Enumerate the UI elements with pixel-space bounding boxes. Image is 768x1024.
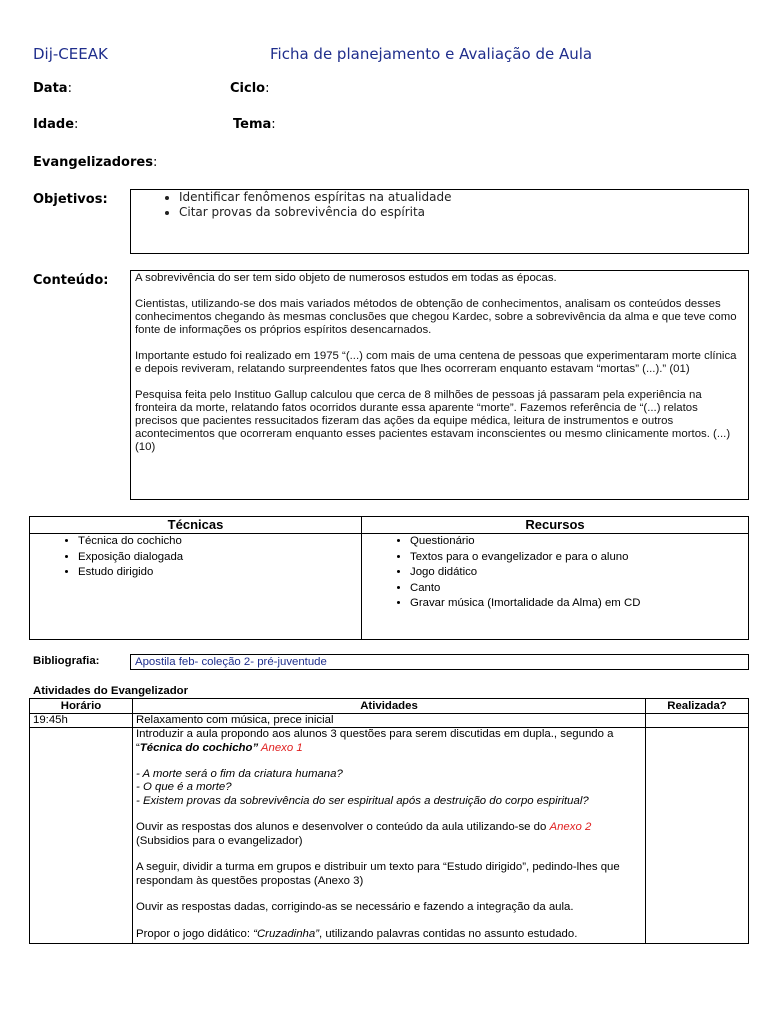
tecnica-cochicho-text: Técnica do cochicho” (139, 741, 259, 754)
row-realizada (646, 728, 749, 944)
recurso-item: • Textos para o evangelizador e para o aluno (410, 550, 748, 566)
tecnicas-list (30, 534, 361, 581)
objetivos-list (131, 190, 748, 220)
row-realizada (646, 714, 749, 728)
tecnicas-header: Técnicas (30, 517, 362, 534)
intro-text: Introduzir a aula propondo aos alunos 3 questões para serem discutidas em dupla., segundo a “ (136, 728, 614, 754)
question-2: - O que é a morte? (136, 781, 232, 794)
conteudo-paragraph: A sobrevivência do ser tem sido objeto de numerosos estudos em todas as épocas. (135, 272, 557, 284)
field-evangelizadores-label: Evangelizadores (33, 155, 153, 170)
field-evangelizadores (33, 155, 157, 170)
objetivo-item: • Identificar fenômenos espíritas na atualidade (179, 190, 748, 205)
atividade-seguir: A seguir, dividir a turma em grupos e distribuir um texto para “Estudo dirigido”, pedindo-lhes que respondam às questões propostas (Anexo 3) (136, 861, 620, 887)
field-tema (233, 117, 276, 132)
tecnicas-cell (30, 534, 362, 640)
atividade-propor (136, 928, 642, 941)
bibliografia-label: Bibliografia: (33, 655, 100, 667)
field-ciclo-label: Ciclo (230, 81, 266, 96)
col-horario: Horário (30, 699, 133, 714)
field-idade (33, 117, 78, 132)
recurso-item: • Jogo didático (410, 565, 748, 581)
question-3: - Existem provas da sobrevivência do ser espiritual após a destruição do corpo espiritual? (136, 794, 589, 807)
atividade-respostas: Ouvir as respostas dadas, corrigindo-as se necessário e fazendo a integração da aula. (136, 901, 574, 914)
row-horario: 19:45h (30, 714, 133, 728)
col-realizada: Realizada? (646, 699, 749, 714)
field-tema-colon: : (271, 117, 276, 132)
tecnica-item: • Exposição dialogada (78, 550, 361, 566)
recurso-item: • Questionário (410, 534, 748, 550)
atividade-questions (136, 768, 642, 808)
objetivos-label: Objetivos: (33, 192, 108, 207)
field-ciclo (230, 81, 269, 96)
recursos-list (362, 534, 748, 612)
conteudo-paragraph: Pesquisa feita pelo Instituo Gallup calculou que cerca de 8 milhões de pessoas já passaram pela experiência na fronteira da morte, relatando fatos ocorridos durante essa aparente “morte”. Fazemos referência de “(...) relatos precisos que pacientes ressucitados fizeram das ações da equipe médica, leitura de instrumentos e outros acontecimentos que ocorreram enquanto esses pacientes estavam inconscientes ou mesmo clinicamente mortos. (...) (10) (135, 389, 731, 453)
field-idade-label: Idade (33, 117, 75, 132)
conteudo-label: Conteúdo: (33, 273, 109, 288)
field-data-colon: : (67, 81, 72, 96)
objetivos-box (130, 189, 749, 254)
anexo-2-ref: Anexo 2 (549, 821, 592, 834)
recurso-item: • Gravar música (Imortalidade da Alma) em CD (410, 596, 748, 612)
atividade-intro (136, 728, 642, 755)
field-evangelizadores-colon: : (152, 155, 158, 170)
recursos-cell (362, 534, 749, 640)
tecnica-item: • Estudo dirigido (78, 565, 361, 581)
atividades-header-row (30, 699, 749, 714)
col-atividades: Atividades (133, 699, 646, 714)
propor-rest: , utilizando palavras contidas no assunto estudado. (319, 927, 578, 940)
atividades-title: Atividades do Evangelizador (33, 685, 189, 697)
row-atividade (133, 728, 646, 944)
question-1: - A morte será o fim da criatura humana? (136, 768, 343, 781)
tecnicas-recursos-table (29, 516, 749, 640)
table-row (30, 728, 749, 944)
field-data (33, 81, 72, 96)
ouvir-text: Ouvir as respostas dos alunos e desenvolver o conteúdo da aula utilizando-se do (136, 821, 550, 834)
table-row (30, 714, 749, 728)
objetivo-item: • Citar provas da sobrevivência do espírita (179, 205, 748, 220)
row-horario (30, 728, 133, 944)
recurso-item: • Canto (410, 581, 748, 597)
propor-text: Propor o jogo didático: (136, 927, 254, 940)
recursos-header: Recursos (362, 517, 749, 534)
conteudo-box (130, 270, 749, 500)
conteudo-paragraph: Cientistas, utilizando-se dos mais variados métodos de obtenção de conhecimentos, analisam os conteúdos desses conhecimentos chegando às mesmas conclusões que chegou Kardec, sobre a sobrevivência da alma e que teve como fonte de informações os próprios espíritos desencarnados. (135, 298, 737, 336)
atividade-ouvir (136, 821, 642, 848)
row-atividade: Relaxamento com música, prece inicial (133, 714, 646, 728)
field-ciclo-colon: : (265, 81, 270, 96)
field-tema-label: Tema (233, 117, 272, 132)
tecnica-item: • Técnica do cochicho (78, 534, 361, 550)
org-name: Dij-CEEAK (33, 45, 108, 63)
bibliografia-value: Apostila feb- coleção 2- pré-juventude (130, 654, 749, 670)
ouvir-subsidios: (Subsidios para o evangelizador) (136, 834, 303, 847)
field-idade-colon: : (74, 117, 79, 132)
anexo-1-ref: Anexo 1 (258, 741, 303, 754)
conteudo-paragraph: Importante estudo foi realizado em 1975 “(...) com mais de uma centena de pessoas que experimentaram morte clínica e depois reviveram, relatando surpreendentes fatos que lhes ocorreram enquanto estavam “mortas” (...).” (01) (135, 350, 737, 375)
cruzadinha-text: “Cruzadinha” (253, 927, 319, 940)
page-title: Ficha de planejamento e Avaliação de Aula (270, 45, 593, 63)
field-data-label: Data (33, 81, 68, 96)
atividades-table (29, 698, 749, 944)
